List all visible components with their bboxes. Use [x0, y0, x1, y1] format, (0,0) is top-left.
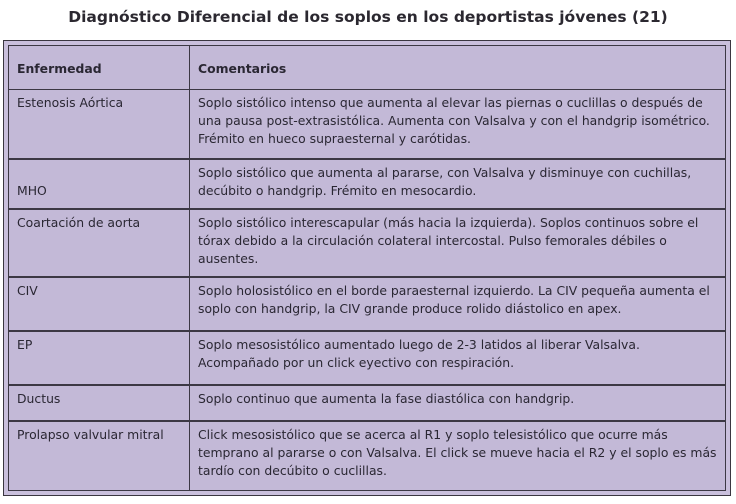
disease-cell: EP: [8, 331, 190, 385]
disease-cell: Prolapso valvular mitral: [8, 421, 190, 491]
disease-cell: CIV: [8, 277, 190, 331]
page-title: Diagnóstico Diferencial de los soplos en los deportistas jóvenes (21): [68, 8, 668, 26]
comment-cell: Soplo mesosistólico aumentado luego de 2-3 latidos al liberar Valsalva. Acompañado por un click eyectivo con respiración.: [190, 331, 726, 385]
table-header-row: [8, 45, 726, 93]
comment-cell: Soplo sistólico que aumenta al pararse, con Valsalva y disminuye con cuchillas, decúbito o handgrip. Frémito en mesocardio.: [190, 159, 726, 209]
disease-cell: Coartación de aorta: [8, 209, 190, 277]
table-row: [8, 331, 726, 385]
header-disease: Enfermedad: [8, 45, 190, 93]
comment-cell: Soplo continuo que aumenta la fase diastólica con handgrip.: [190, 385, 726, 421]
disease-cell: Ductus: [8, 385, 190, 421]
disease-cell: MHO: [8, 159, 190, 209]
header-comments: Comentarios: [190, 45, 726, 93]
table-row: [8, 277, 726, 331]
comment-cell: Soplo sistólico interescapular (más hacia la izquierda). Soplos continuos sobre el tórax debido a la circulación colateral intercostal. Pulso femorales débiles o ausentes.: [190, 209, 726, 277]
disease-cell: Estenosis Aórtica: [8, 89, 190, 159]
comment-cell: Click mesosistólico que se acerca al R1 y soplo telesistólico que ocurre más temprano al pararse o con Valsalva. El click se mueve hacia el R2 y el soplo es más tardío con decúbito o cuclillas.: [190, 421, 726, 491]
table-row: [8, 209, 726, 277]
table-row: [8, 89, 726, 159]
table-row: [8, 159, 726, 209]
table-row: [8, 385, 726, 421]
comment-cell: Soplo holosistólico en el borde paraesternal izquierdo. La CIV pequeña aumenta el soplo con handgrip, la CIV grande produce rolido diástolico en apex.: [190, 277, 726, 331]
diagnosis-table: [3, 40, 731, 496]
table-row: [8, 421, 726, 491]
comment-cell: Soplo sistólico intenso que aumenta al elevar las piernas o cuclillas o después de una pausa post-extrasistólica. Aumenta con Valsalva y con el handgrip isométrico. Frémito en hueco supraesternal y carótidas.: [190, 89, 726, 159]
